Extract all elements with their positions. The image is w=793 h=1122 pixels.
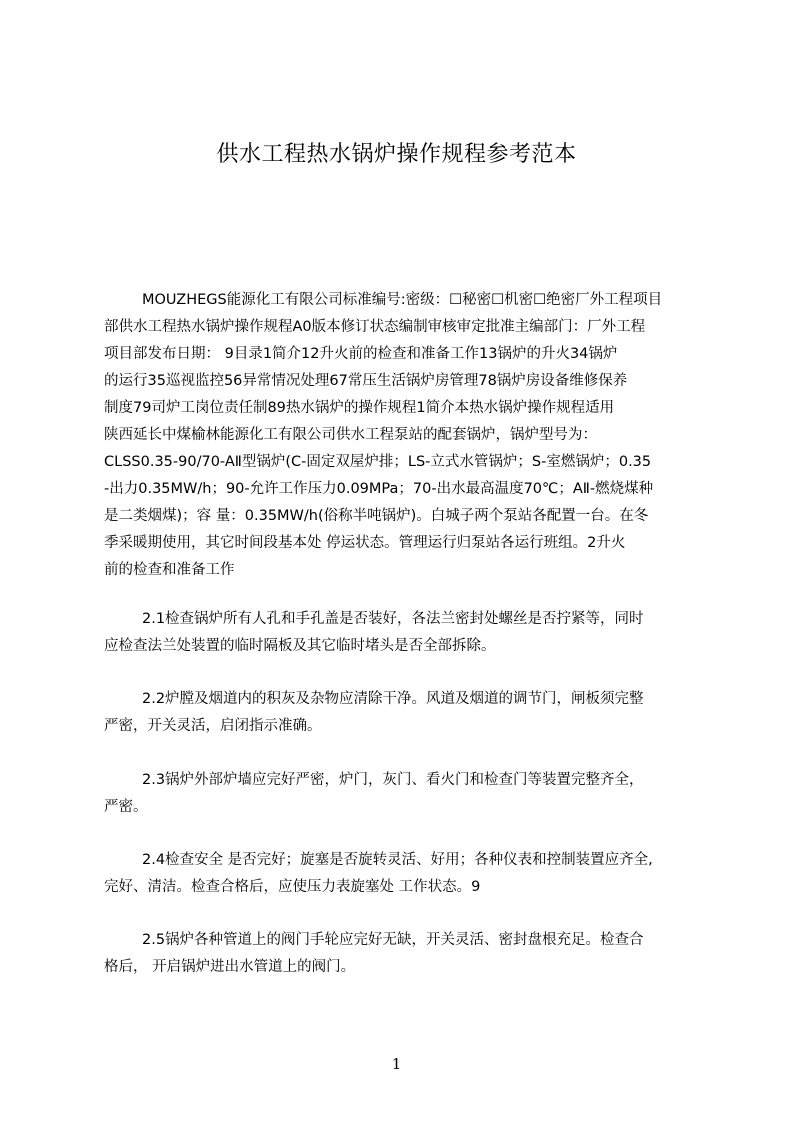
section-2-4 (104, 847, 700, 901)
paragraph-line: MOUZHEGS能源化工有限公司标准编号:密级：☐秘密☐机密☐绝密厂外工程项目 (142, 292, 663, 308)
paragraph-line: 季采暖期使用，其它时间段基本处 停运状态。管理运行归泵站各运行班组。2升火 (104, 535, 626, 551)
paragraph-line: 是二类烟煤)；容 量：0.35MW/h(俗称半吨锅炉)。白城子两个泵站各配置一台。在冬 (104, 508, 649, 524)
paragraph-line: 的运行35巡视监控56异常情况处理67常压生活锅炉房管理78锅炉房设备维修保养 (104, 373, 628, 389)
paragraph-line: 2.5锅炉各种管道上的阀门手轮应完好无缺，开关灵活、密封盘根充足。检查合 (142, 932, 644, 948)
section-2-5 (104, 927, 700, 981)
paragraph-line: 制度79司炉工岗位责任制89热水锅炉的操作规程1简介本热水锅炉操作规程适用 (104, 400, 615, 416)
page-number: 1 (391, 1055, 402, 1073)
paragraph-line: 前的检查和准备工作 (104, 562, 235, 578)
paragraph-line: 应检查法兰处装置的临时隔板及其它临时堵头是否全部拆除。 (104, 638, 496, 654)
section-2-2 (104, 686, 700, 740)
paragraph-line: 部供水工程热水锅炉操作规程A0版本修订状态编制审核审定批准主编部门：厂外工程 (104, 319, 646, 335)
section-2-3 (104, 767, 700, 821)
paragraph-line: 格后， 开启锅炉进出水管道上的阀门。 (104, 959, 356, 975)
paragraph-line: CLSS0.35-90/70-AⅡ型锅炉(C-固定双屋炉排；LS-立式水管锅炉；S-室燃锅炉；0.35 (104, 454, 652, 470)
document-title: 供水工程热水锅炉操作规程参考范本 (216, 142, 577, 167)
paragraph-line: 陕西延长中煤榆林能源化工有限公司供水工程泵站的配套锅炉，锅炉型号为： (104, 427, 597, 443)
paragraph-line: 严密，开关灵活，启闭指示准确。 (104, 718, 322, 734)
paragraph-line: 项目部发布日期： 9目录1简介12升火前的检查和准备工作13锅炉的升火34锅炉 (104, 346, 618, 362)
paragraph-line: 2.1检查锅炉所有人孔和手孔盖是否装好，各法兰密封处螺丝是否拧紧等，同时 (142, 611, 644, 627)
paragraph-line: 2.3锅炉外部炉墙应完好严密，炉门，灰门、看火门和检查门等装置完整齐全， (142, 772, 644, 788)
paragraph-line: -出力0.35MW/h；90-允许工作压力0.09MPa；70-出水最高温度70℃；AⅡ-燃烧煤种 (104, 481, 654, 497)
paragraph-line: 完好、清洁。检查合格后，应使压力表旋塞处 工作状态。9 (104, 879, 481, 895)
paragraph-line: 2.4检查安全 是否完好；旋塞是否旋转灵活、好用；各种仪表和控制装置应齐全, (142, 852, 653, 868)
paragraph-line: 2.2炉膛及烟道内的积灰及杂物应清除干净。风道及烟道的调节门，闸板须完整 (142, 691, 644, 707)
paragraph-line: 严密。 (104, 799, 148, 815)
intro-paragraph (104, 287, 700, 584)
section-2-1 (104, 606, 700, 660)
